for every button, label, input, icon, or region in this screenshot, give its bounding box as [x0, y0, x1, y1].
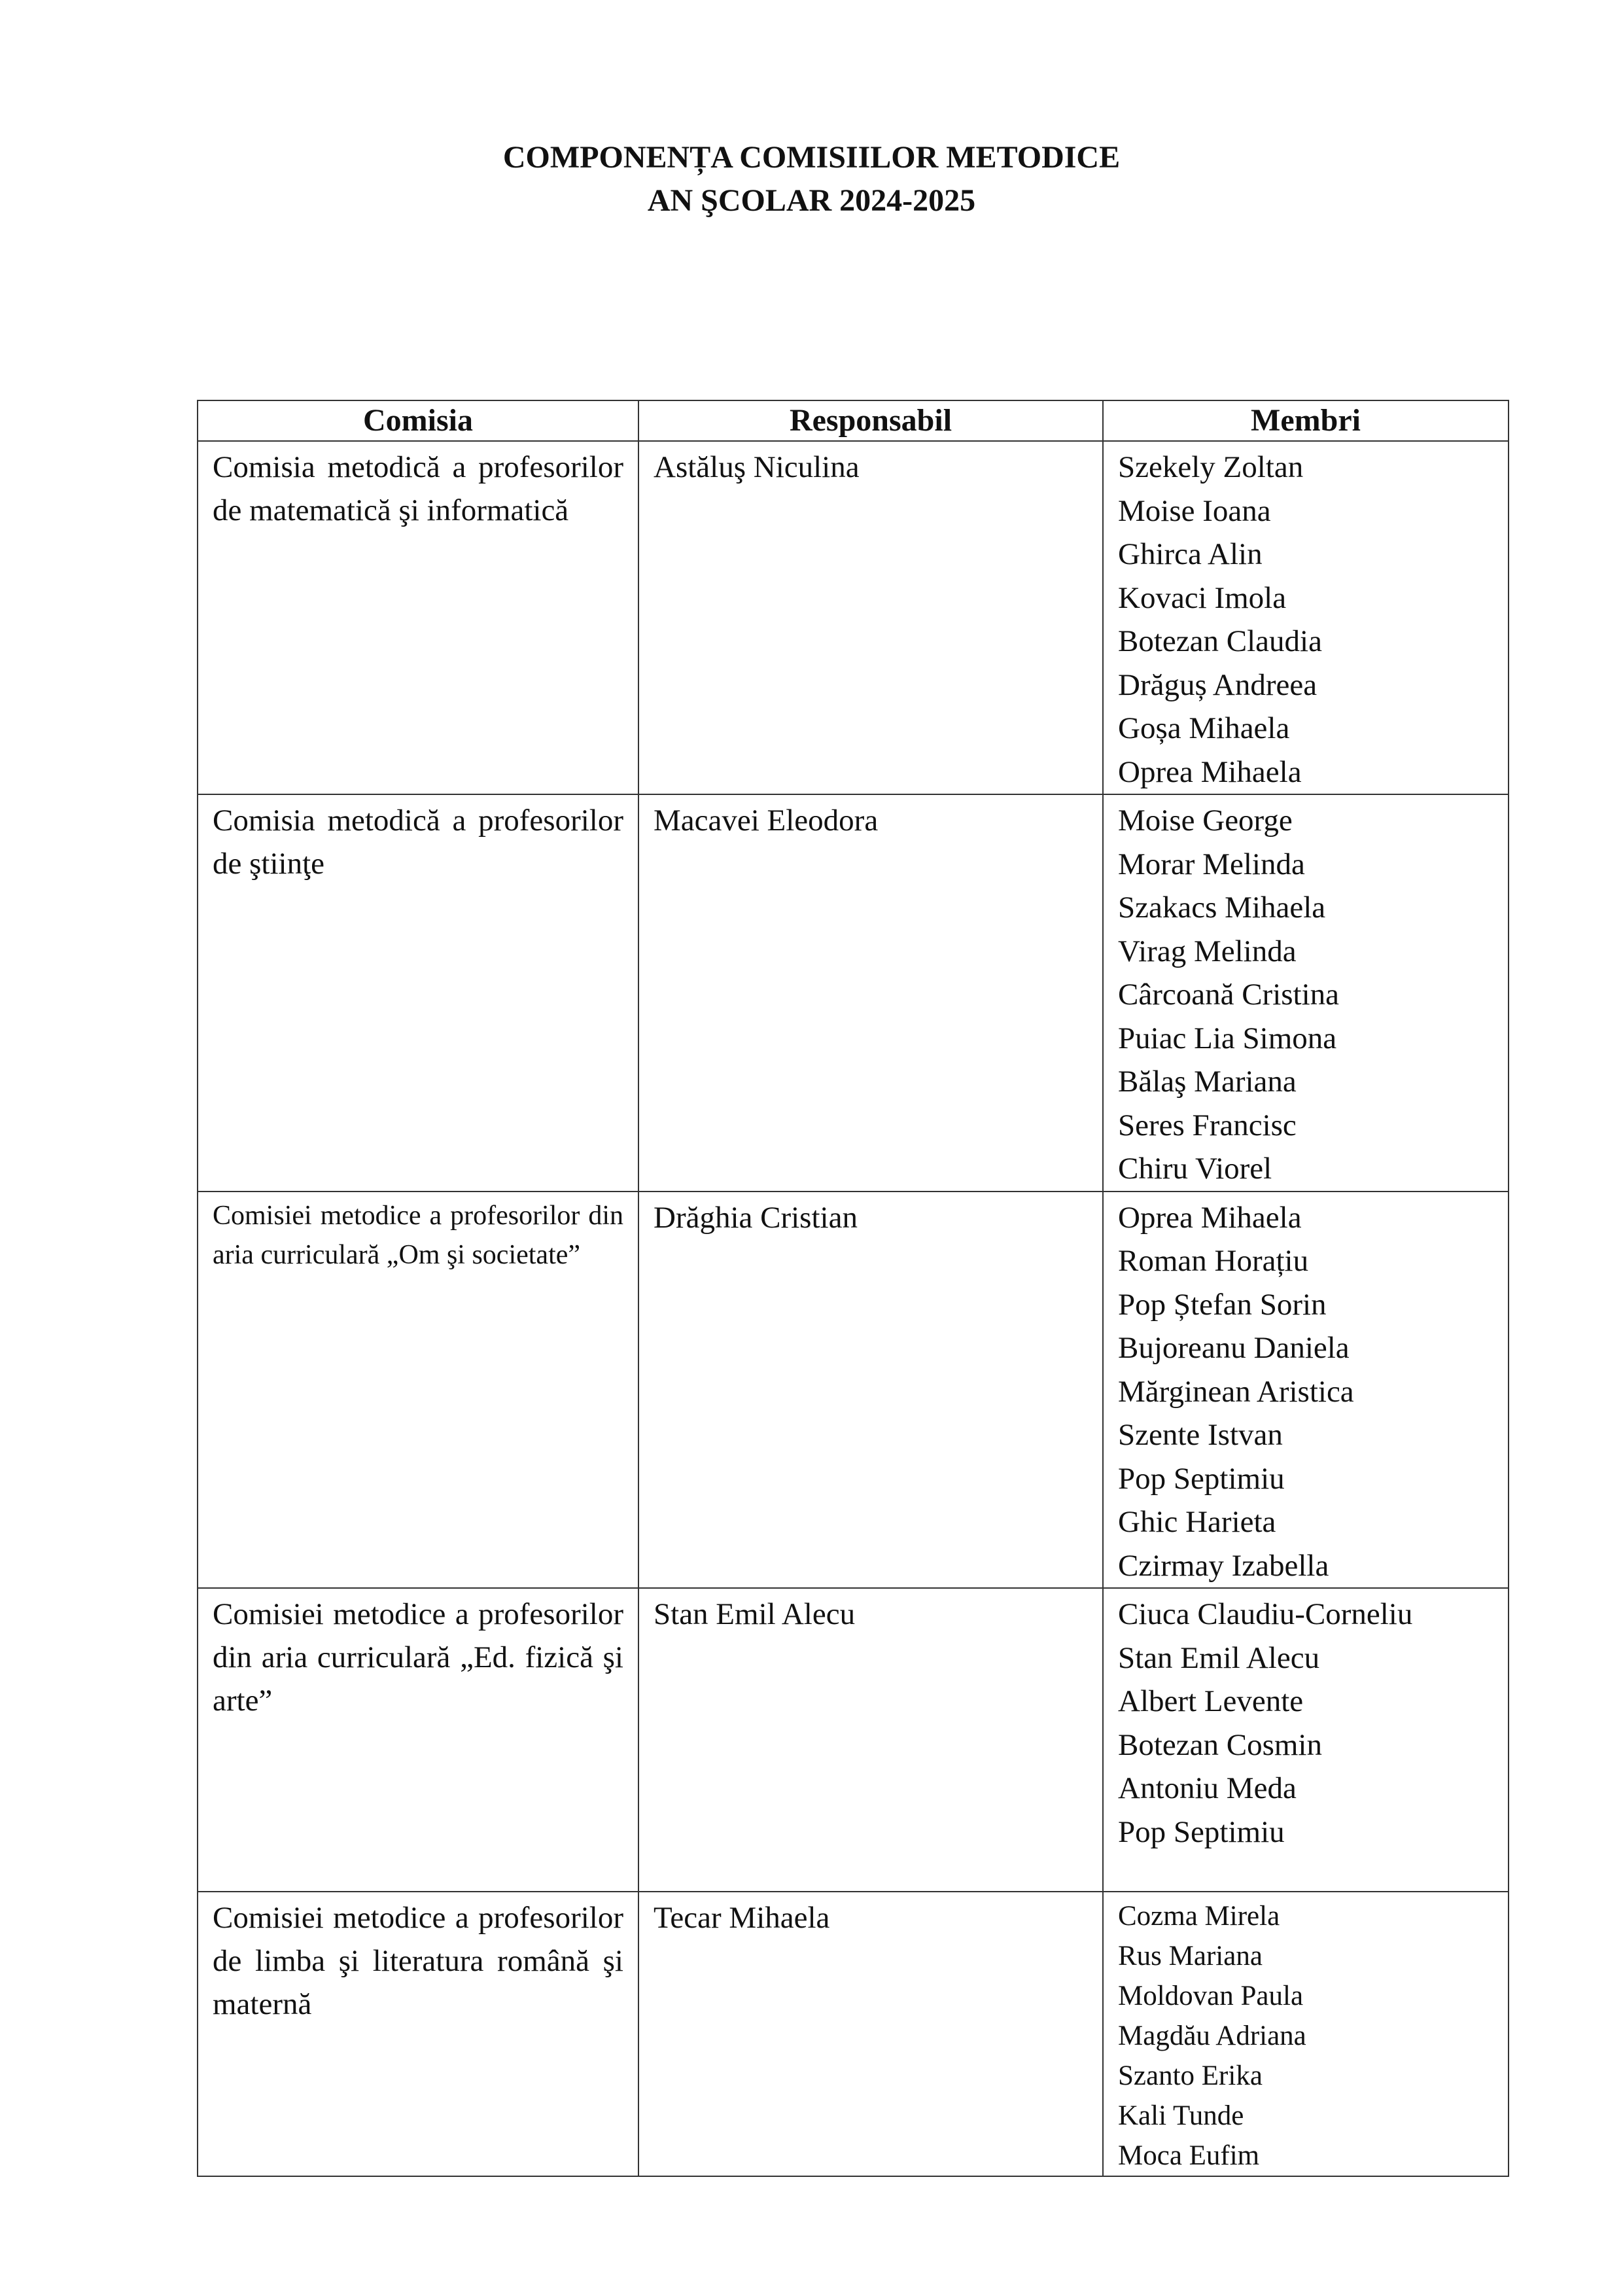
page-title — [0, 136, 1623, 222]
member-name: Chiru Viorel — [1118, 1152, 1272, 1186]
member-name: Szakacs Mihaela — [1118, 891, 1326, 925]
member-name: Magdău Adriana — [1118, 2021, 1306, 2051]
commission-cell: Comisia metodică a profesorilor de matematică şi informatică — [198, 441, 638, 794]
member-name: Botezan Claudia — [1118, 624, 1322, 658]
member-name: Ghic Harieta — [1118, 1505, 1276, 1539]
member-name: Albert Levente — [1118, 1684, 1304, 1718]
commission-cell: Comisia metodică a profesorilor de ştiinţe — [198, 794, 638, 1192]
title-line-1: COMPONENȚA COMISIILOR METODICE — [502, 140, 1121, 175]
member-name: Roman Horațiu — [1118, 1244, 1309, 1278]
member-name: Oprea Mihaela — [1118, 1200, 1302, 1235]
member-name: Rus Mariana — [1118, 1941, 1263, 1971]
table-row — [198, 1192, 1509, 1589]
member-name: Czirmay Izabella — [1118, 1548, 1329, 1583]
table-row — [198, 794, 1509, 1192]
member-name: Seres Francisc — [1118, 1108, 1297, 1142]
member-name: Puiac Lia Simona — [1118, 1021, 1337, 1055]
member-name: Oprea Mihaela — [1118, 754, 1302, 789]
members-cell — [1103, 1192, 1509, 1589]
responsible-cell: Astăluş Niculina — [638, 441, 1103, 794]
member-name: Bălaş Mariana — [1118, 1065, 1297, 1099]
commission-cell: Comisiei metodice a profesorilor de limba şi literatura română şi maternă — [198, 1892, 638, 2176]
responsible-cell: Drăghia Cristian — [638, 1192, 1103, 1589]
responsible-cell: Macavei Eleodora — [638, 794, 1103, 1192]
members-cell — [1103, 1588, 1509, 1892]
table-header-row — [198, 400, 1509, 441]
table-row — [198, 441, 1509, 794]
member-name: Cozma Mirela — [1118, 1901, 1280, 1932]
title-line-2: AN ŞCOLAR 2024-2025 — [647, 183, 976, 218]
member-name: Moca Eufim — [1118, 2140, 1260, 2171]
member-name: Goșa Mihaela — [1118, 711, 1290, 745]
member-name: Mărginean Aristica — [1118, 1374, 1354, 1409]
commission-cell: Comisiei metodice a profesorilor din aria curriculară „Om şi societate” — [198, 1192, 638, 1589]
member-name: Moise Ioana — [1118, 493, 1271, 528]
header-commission: Comisia — [198, 400, 638, 441]
member-name: Pop Ștefan Sorin — [1118, 1287, 1327, 1322]
table-row — [198, 1588, 1509, 1892]
responsible-cell: Tecar Mihaela — [638, 1892, 1103, 2176]
member-name: Virag Melinda — [1118, 934, 1297, 968]
member-name: Drăguș Andreea — [1118, 667, 1318, 702]
committees-table — [197, 400, 1509, 2177]
member-name: Botezan Cosmin — [1118, 1727, 1322, 1762]
member-name: Kovaci Imola — [1118, 580, 1287, 615]
member-name: Antoniu Meda — [1118, 1771, 1297, 1805]
member-name: Szente Istvan — [1118, 1418, 1283, 1452]
member-name: Pop Septimiu — [1118, 1461, 1285, 1496]
member-name: Cârcoană Cristina — [1118, 978, 1340, 1012]
member-name: Szekely Zoltan — [1118, 450, 1304, 484]
member-name: Stan Emil Alecu — [1118, 1640, 1320, 1675]
member-name: Moise George — [1118, 804, 1293, 838]
members-cell — [1103, 794, 1509, 1192]
table-row — [198, 1892, 1509, 2176]
member-name: Kali Tunde — [1118, 2100, 1244, 2131]
commission-cell: Comisiei metodice a profesorilor din aria curriculară „Ed. fizică şi arte” — [198, 1588, 638, 1892]
member-name: Moldovan Paula — [1118, 1981, 1304, 2011]
member-name: Ghirca Alin — [1118, 537, 1263, 571]
member-name: Pop Septimiu — [1118, 1814, 1285, 1849]
member-name: Bujoreanu Daniela — [1118, 1331, 1350, 1365]
header-members: Membri — [1103, 400, 1509, 441]
header-responsible: Responsabil — [638, 400, 1103, 441]
members-cell — [1103, 441, 1509, 794]
responsible-cell: Stan Emil Alecu — [638, 1588, 1103, 1892]
member-name: Morar Melinda — [1118, 847, 1305, 881]
member-name: Szanto Erika — [1118, 2060, 1263, 2091]
member-name: Ciuca Claudiu-Corneliu — [1118, 1597, 1413, 1631]
members-cell — [1103, 1892, 1509, 2176]
